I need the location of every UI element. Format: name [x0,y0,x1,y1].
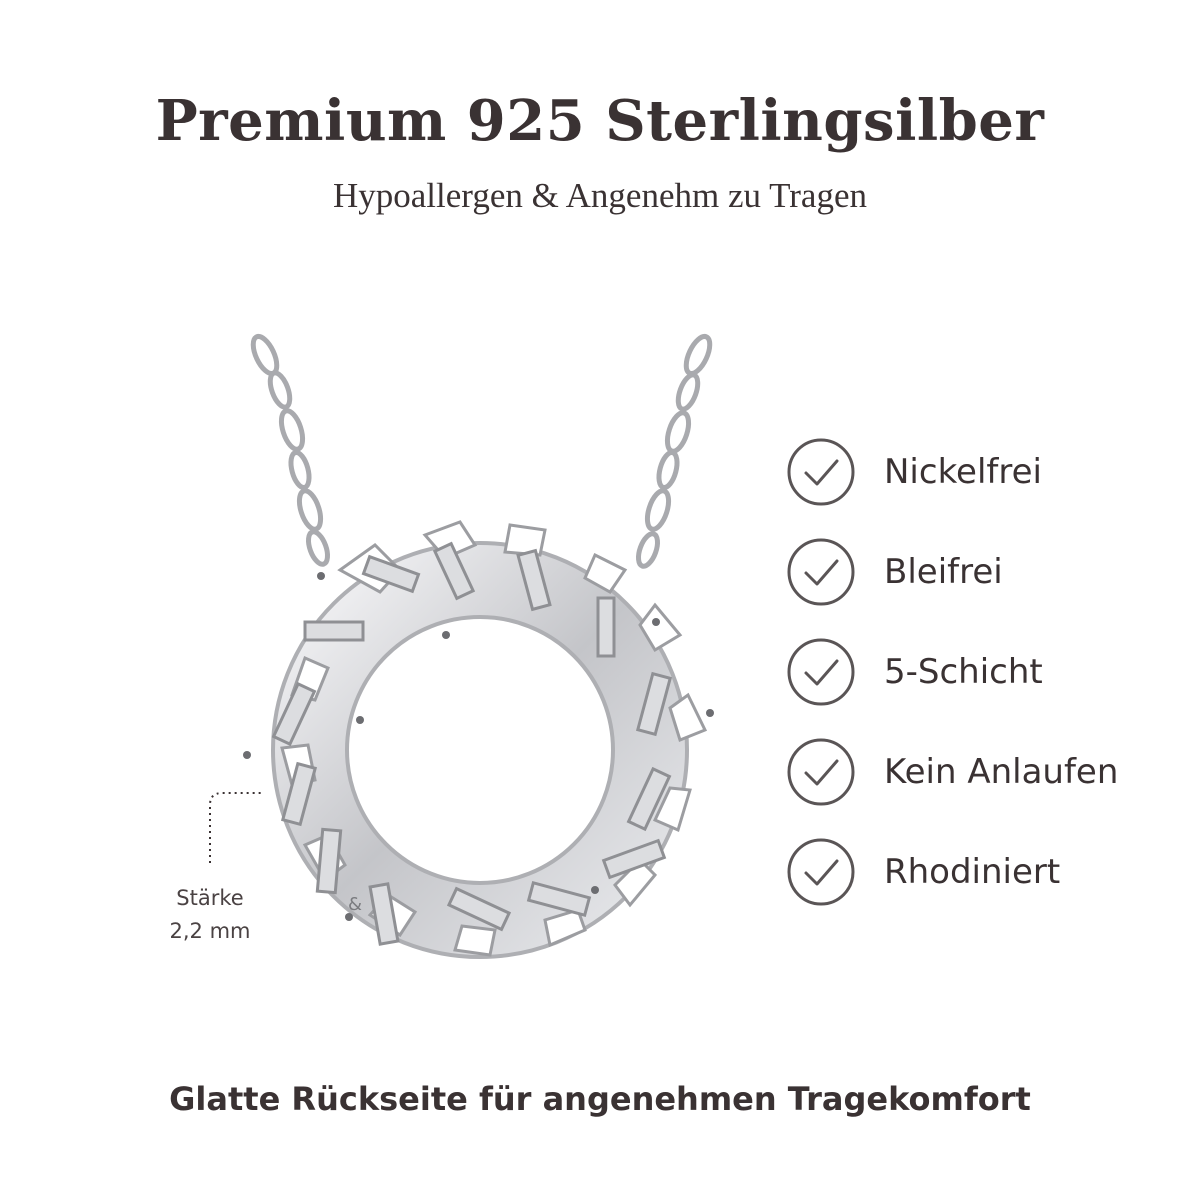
check-circle-icon [786,837,856,907]
feature-label: 5-Schicht [884,652,1043,692]
feature-item-bleifrei [786,522,1196,622]
chain-left [248,333,331,567]
feature-label: Bleifrei [884,552,1003,592]
thickness-title: Stärke [176,886,244,910]
feature-list [786,422,1196,922]
feature-label: Nickelfrei [884,452,1042,492]
chain-right [635,333,715,569]
thickness-leader-line [200,785,270,865]
thickness-value: 2,2 mm [169,919,251,943]
svg-text:&: & [348,894,363,915]
feature-item-rhodiniert [786,822,1196,922]
page-subtitle: Hypoallergen & Angenehm zu Tragen [333,176,867,215]
feature-label: Rhodiniert [884,852,1061,892]
necklace-pendant-image [200,330,760,1010]
thickness-label [150,882,270,948]
feature-item-5-schicht [786,622,1196,722]
feature-item-kein-anlaufen [786,722,1196,822]
check-circle-icon [786,437,856,507]
check-circle-icon [786,737,856,807]
footer-caption: Glatte Rückseite für angenehmen Tragekomfort [169,1080,1031,1118]
feature-item-nickelfrei [786,422,1196,522]
check-circle-icon [786,537,856,607]
check-circle-icon [786,637,856,707]
feature-label: Kein Anlaufen [884,752,1119,792]
page-title: Premium 925 Sterlingsilber [155,88,1045,154]
